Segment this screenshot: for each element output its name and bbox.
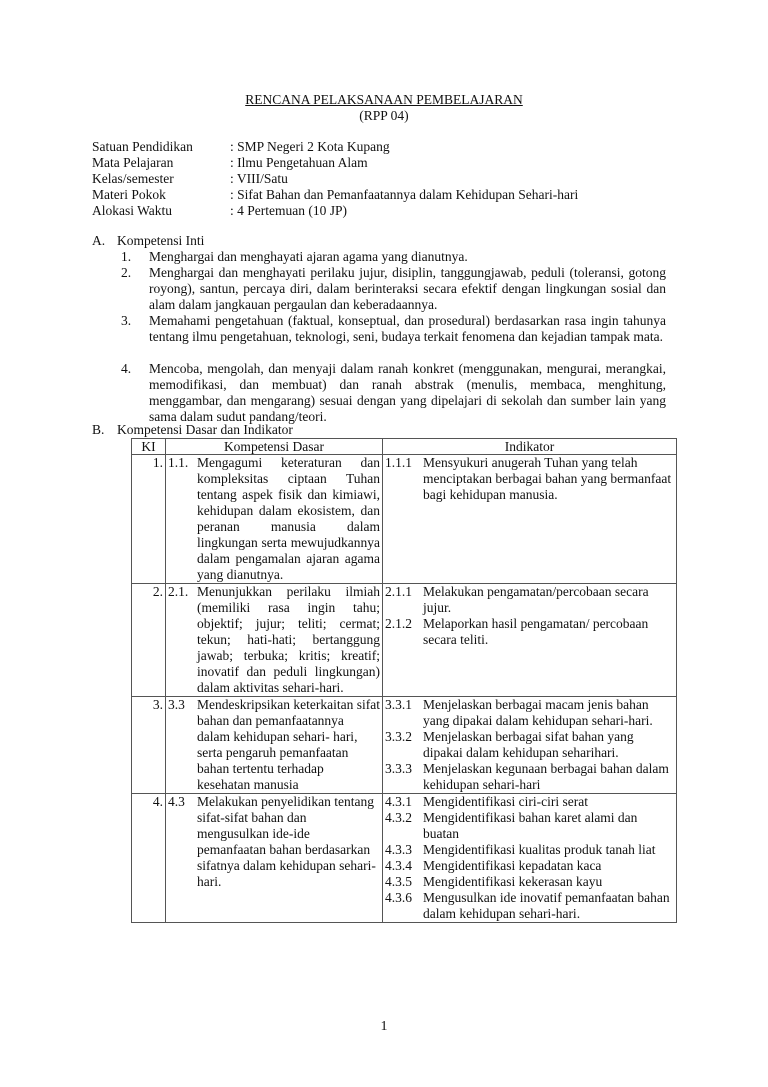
header-indikator: Indikator (383, 439, 677, 455)
indicator-code: 1.1.1 (385, 455, 412, 470)
indicator-text: Menjelaskan berbagai sifat bahan yang dipakai dalam kehidupan seharihari. (423, 729, 634, 760)
indicator-code: 4.3.2 (385, 810, 412, 825)
indicator-item (385, 810, 674, 842)
indicator-code: 3.3.1 (385, 697, 412, 712)
kd-text: Menunjukkan perilaku ilmiah (memiliki rasa ingin tahu; objektif; jujur; teliti; cermat; tekun; hati-hati; bertanggung jawab; terbuka; kritis; kreatif; inovatif dan peduli lingkungan) dalam aktivitas sehari-hari. (197, 584, 380, 695)
indicator-item (385, 874, 674, 890)
item-text: Memahami pengetahuan (faktual, konseptual, dan prosedural) berdasarkan rasa ingin tahunya tentang ilmu pengetahuan, teknologi, seni, budaya terkait fenomena dan kejadian tampak mata. (149, 313, 666, 344)
identity-label: Kelas/semester (92, 171, 174, 186)
item-text: Mencoba, mengolah, dan menyaji dalam ranah konkret (menggunakan, mengurai, merangkai, memodifikasi, dan membuat) dan ranah abstrak (menulis, membaca, menghitung, menggambar, dan mengarang) sesuai dengan yang dipelajari di sekolah dan sumber lain yang sama dalam sudut pandang/teori. (149, 361, 666, 424)
item-number: 4. (121, 361, 132, 376)
indicator-text: Mengidentifikasi kekerasan kayu (423, 874, 603, 889)
indicator-item (385, 616, 674, 648)
identity-label: Satuan Pendidikan (92, 139, 193, 154)
indicator-text: Melaporkan hasil pengamatan/ percobaan secara teliti. (423, 616, 649, 647)
ki-cell: 1. (132, 455, 166, 584)
kd-cell (166, 794, 383, 923)
document-title: RENCANA PELAKSANAAN PEMBELAJARAN (245, 92, 523, 107)
indicator-item (385, 858, 674, 874)
kd-cell (166, 584, 383, 697)
identity-value: : SMP Negeri 2 Kota Kupang (230, 139, 390, 154)
indicator-cell (383, 697, 677, 794)
header-ki: KI (132, 439, 166, 455)
indicator-text: Mensyukuri anugerah Tuhan yang telah menciptakan berbagai bahan yang bermanfaat bagi kehidupan manusia. (423, 455, 672, 502)
identity-label: Alokasi Waktu (92, 203, 173, 218)
indicator-text: Melakukan pengamatan/percobaan secara jujur. (423, 584, 649, 615)
indicator-item (385, 697, 674, 729)
kompetensi-inti-item (121, 249, 666, 265)
item-number: 2. (121, 265, 132, 280)
identity-label: Mata Pelajaran (92, 155, 174, 170)
indicator-code: 4.3.1 (385, 794, 412, 809)
indicator-code: 4.3.5 (385, 874, 412, 889)
identity-label: Materi Pokok (92, 187, 166, 202)
indicator-text: Mengidentifikasi kualitas produk tanah liat (423, 842, 656, 857)
table-row (132, 794, 677, 923)
indicator-code: 4.3.6 (385, 890, 412, 905)
section-title: Kompetensi Dasar dan Indikator (117, 422, 293, 437)
indicator-code: 2.1.2 (385, 616, 412, 631)
indicator-code: 4.3.4 (385, 858, 412, 873)
kd-code: 2.1. (168, 584, 189, 599)
indicator-item (385, 584, 674, 616)
ki-cell: 3. (132, 697, 166, 794)
header-kompetensi-dasar: Kompetensi Dasar (166, 439, 383, 455)
indicator-item (385, 890, 674, 922)
ki-cell: 2. (132, 584, 166, 697)
kd-code: 1.1. (168, 455, 189, 470)
kd-text: Mengagumi keteraturan dan kompleksitas ciptaan Tuhan tentang aspek fisik dan kimiawi, kehidupan dalam ekosistem, dan peranan manusia dalam lingkungan serta mewujudkannya dalam pengamalan ajaran agama yang dianutnya. (197, 455, 380, 582)
kompetensi-inti-item (121, 313, 666, 345)
indicator-text: Menjelaskan berbagai macam jenis bahan yang dipakai dalam kehidupan sehari-hari. (423, 697, 653, 728)
kompetensi-inti-item (121, 361, 666, 425)
page-number: 1 (380, 1019, 388, 1034)
kd-cell (166, 455, 383, 584)
item-number: 3. (121, 313, 132, 328)
item-number: 1. (121, 249, 132, 264)
identity-value: : VIII/Satu (230, 171, 288, 186)
item-text: Menghargai dan menghayati perilaku jujur, disiplin, tanggungjawab, peduli (toleransi, gotong royong), santun, percaya diri, dalam berinteraksi secara efektif dengan lingkungan sosial dan alam dalam jangkauan pergaulan dan keberadaannya. (149, 265, 666, 312)
indicator-item (385, 455, 674, 503)
section-letter: A. (92, 233, 106, 248)
indicator-text: Mengidentifikasi kepadatan kaca (423, 858, 602, 873)
item-text: Menghargai dan menghayati ajaran agama yang dianutnya. (149, 249, 468, 264)
indicator-text: Mengidentifikasi ciri-ciri serat (423, 794, 588, 809)
kd-code: 3.3 (168, 697, 185, 712)
table-row (132, 584, 677, 697)
identity-value: : Ilmu Pengetahuan Alam (230, 155, 368, 170)
section-letter: B. (92, 422, 105, 437)
table-row (132, 697, 677, 794)
kd-text: Melakukan penyelidikan tentang sifat-sifat bahan dan mengusulkan ide-ide pemanfaatan bahan berdasarkan sifatnya dalam kehidupan sehari-hari. (197, 794, 376, 889)
section-title: Kompetensi Inti (117, 233, 205, 248)
indicator-text: Menjelaskan kegunaan berbagai bahan dalam kehidupan sehari-hari (423, 761, 669, 792)
indicator-code: 3.3.3 (385, 761, 412, 776)
indicator-item (385, 761, 674, 793)
indicator-item (385, 842, 674, 858)
indicator-code: 4.3.3 (385, 842, 412, 857)
identity-value: : 4 Pertemuan (10 JP) (230, 203, 347, 218)
table-header-row (132, 439, 677, 455)
table-row (132, 455, 677, 584)
kd-code: 4.3 (168, 794, 185, 809)
kd-text: Mendeskripsikan keterkaitan sifat bahan dan pemanfaatannya dalam kehidupan sehari- hari, serta pengaruh pemanfaatan bahan tertentu terhadap kesehatan manusia (197, 697, 380, 792)
indicator-code: 3.3.2 (385, 729, 412, 744)
indicator-code: 2.1.1 (385, 584, 412, 599)
document-subtitle: (RPP 04) (359, 108, 409, 123)
kd-cell (166, 697, 383, 794)
indicator-item (385, 729, 674, 761)
indicator-cell (383, 794, 677, 923)
indicator-text: Mengidentifikasi bahan karet alami dan buatan (423, 810, 638, 841)
indicator-item (385, 794, 674, 810)
kompetensi-dasar-table (131, 438, 677, 923)
ki-cell: 4. (132, 794, 166, 923)
indicator-cell (383, 584, 677, 697)
kompetensi-inti-item (121, 265, 666, 313)
indicator-cell (383, 455, 677, 584)
indicator-text: Mengusulkan ide inovatif pemanfaatan bahan dalam kehidupan sehari-hari. (423, 890, 670, 921)
identity-value: : Sifat Bahan dan Pemanfaatannya dalam Kehidupan Sehari-hari (230, 187, 579, 202)
